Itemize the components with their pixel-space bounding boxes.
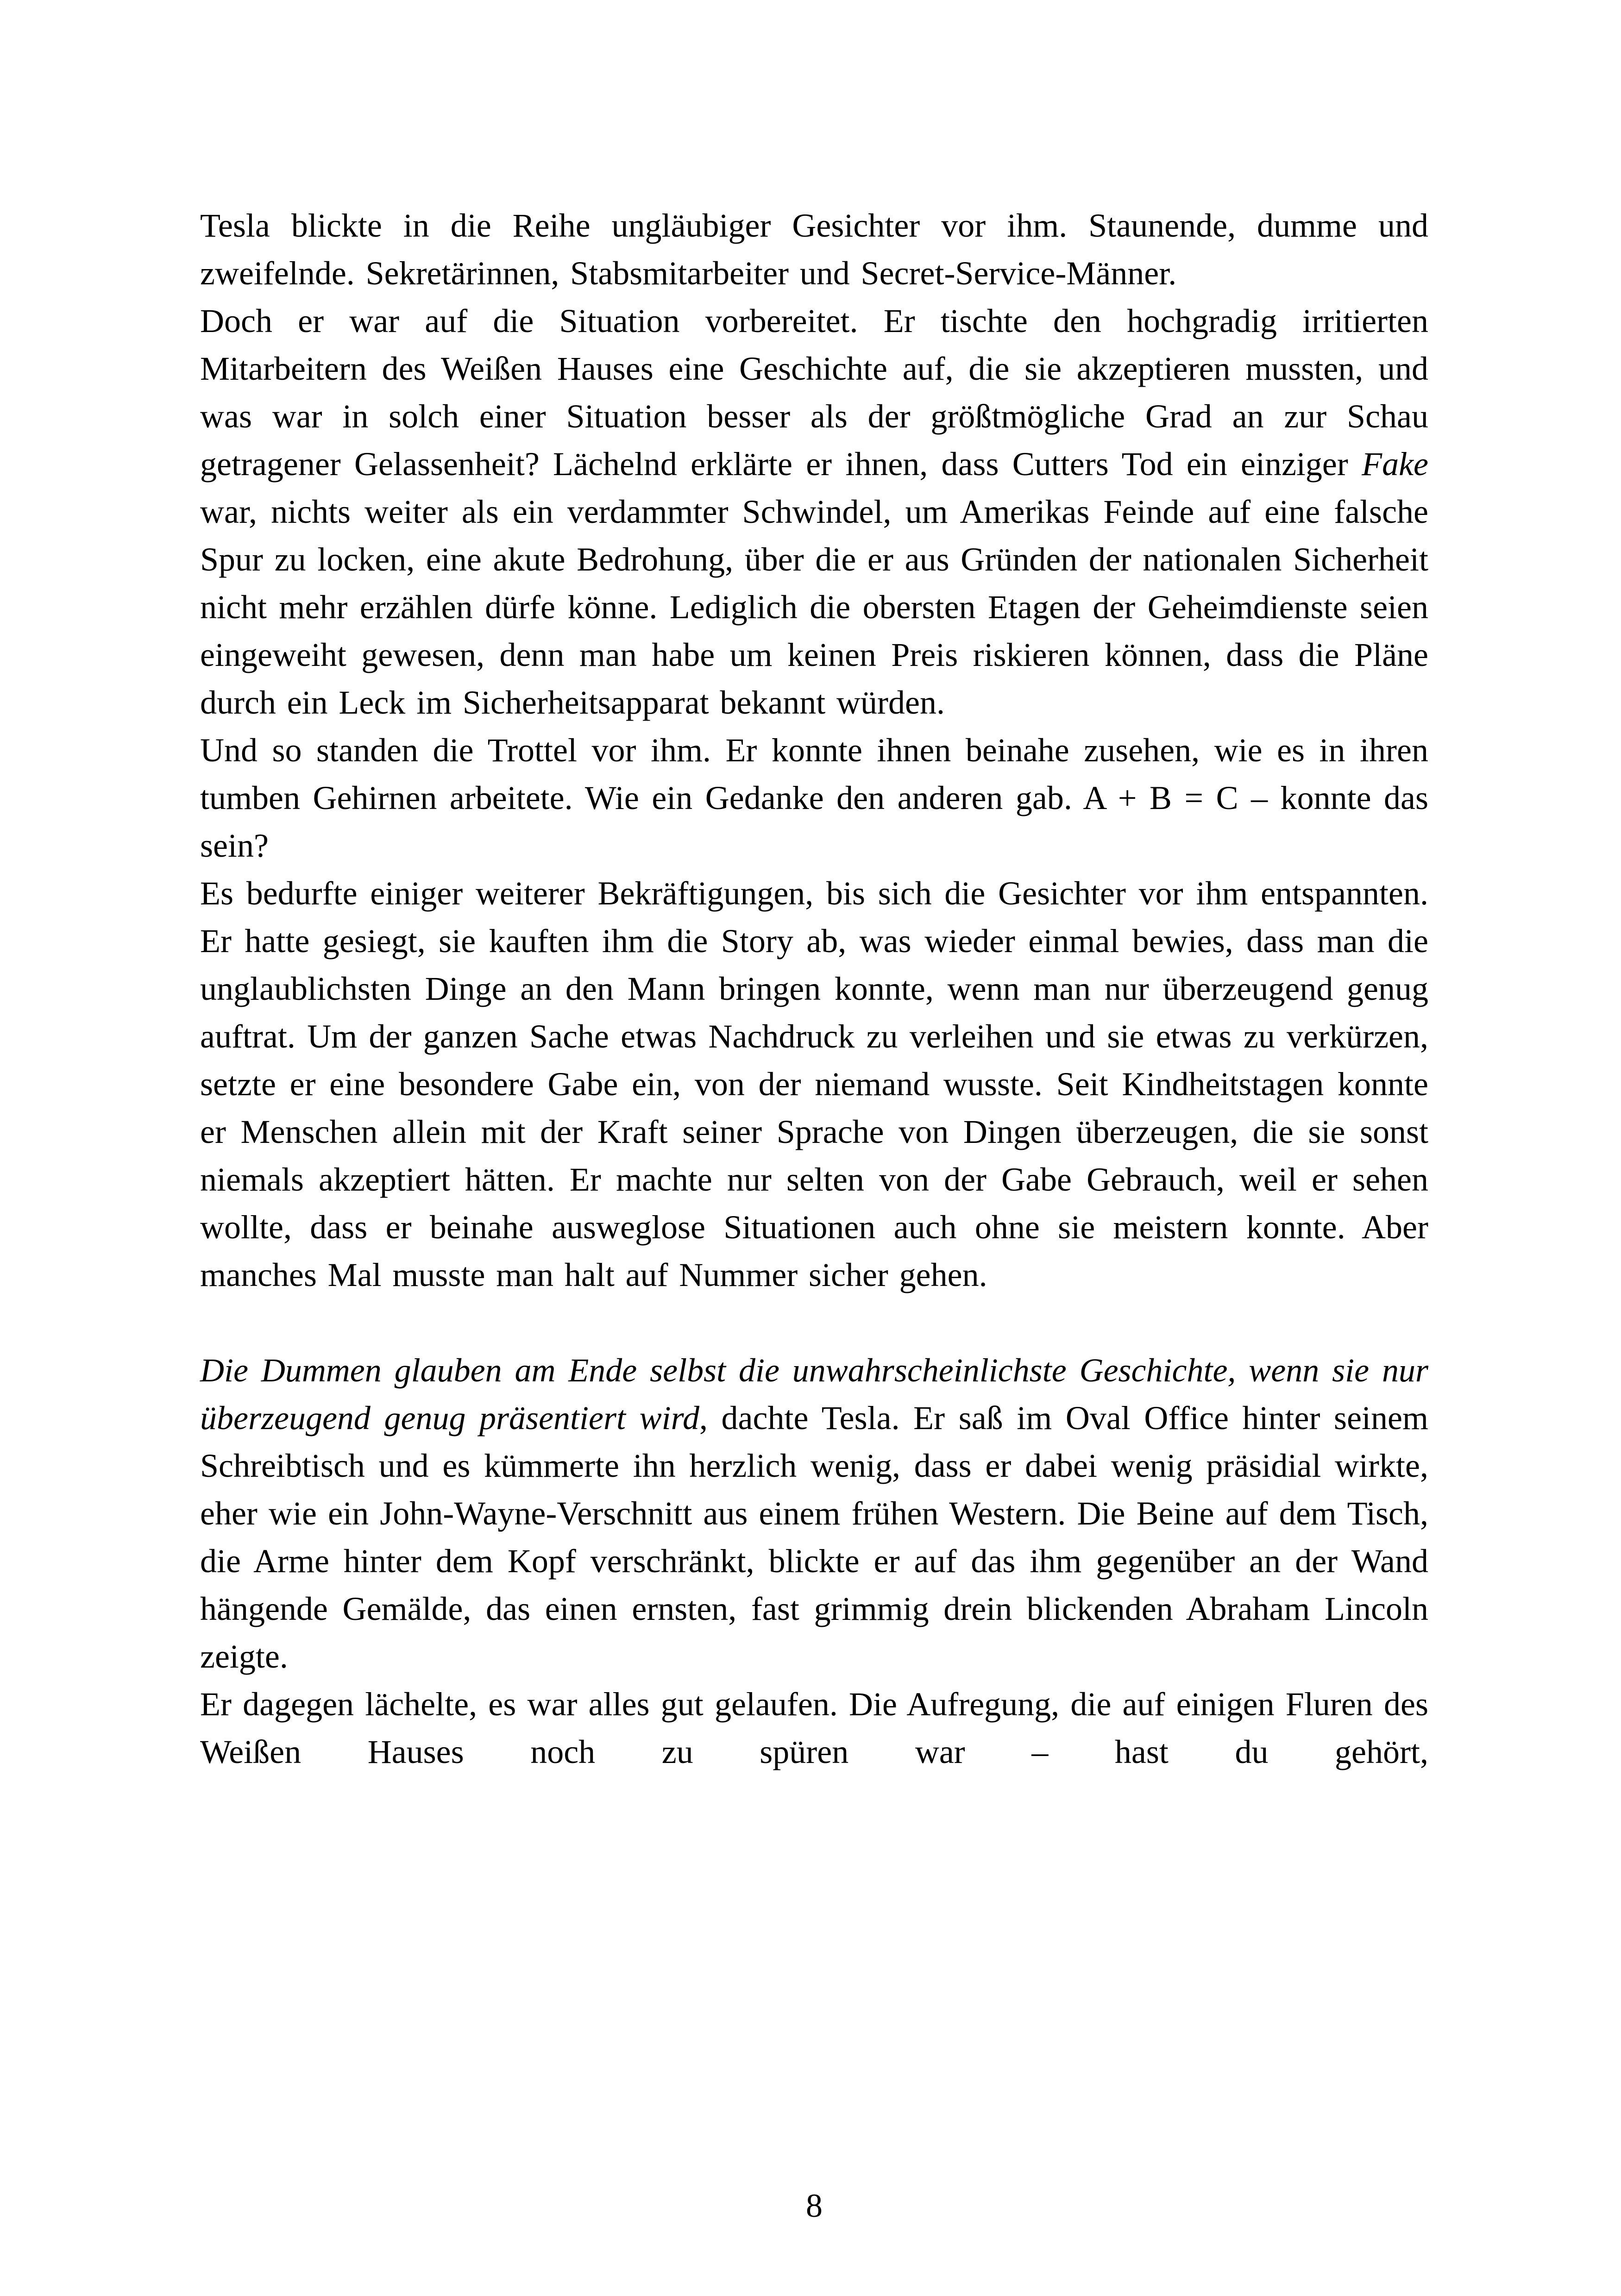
italic-text-run: Fake bbox=[1362, 445, 1428, 483]
text-run: Doch er war auf die Situation vorbereitet. Er tischte den hochgradig irritierten Mitarbeitern des Weißen Hauses eine Geschichte auf, die sie akzeptieren mussten, und was war in solch einer Situation besser als der größtmögliche Grad an zur Schau getragener Gelassenheit? Lächelnd erklärte er ihnen, dass Cutters Tod ein einziger bbox=[200, 302, 1428, 483]
text-run: Es bedurfte einiger weiterer Bekräftigungen, bis sich die Gesichter vor ihm entspannten. Er hatte gesiegt, sie kauften ihm die Story ab, was wieder einmal bewies, dass man die unglaublichsten Dinge an den Mann bringen konnte, wenn man nur überzeugend genug auftrat. Um der ganzen Sache etwas Nachdruck zu verleihen und sie etwas zu verkürzen, setzte er eine besondere Gabe ein, von der niemand wusste. Seit Kindheitstagen konnte er Menschen allein mit der Kraft seiner Sprache von Dingen überzeugen, die sie sonst niemals akzeptiert hätten. Er machte nur selten von der Gabe Gebrauch, weil er sehen wollte, dass er beinahe ausweglose Situationen auch ohne sie meistern konnte. Aber manches Mal musste man halt auf Nummer sicher gehen. bbox=[200, 875, 1428, 1293]
paragraph bbox=[200, 297, 1428, 727]
paragraph bbox=[200, 202, 1428, 297]
text-block bbox=[200, 202, 1428, 1776]
text-run: , dachte Tesla. Er saß im Oval Office hinter seinem Schreibtisch und es kümmerte ihn herzlich wenig, dass er dabei wenig präsidial wirkte, eher wie ein John-Wayne-Verschnitt aus einem frühen Western. Die Beine auf dem Tisch, die Arme hinter dem Kopf verschränkt, blickte er auf das ihm gegenüber an der Wand hängende Gemälde, das einen ernsten, fast grimmig drein blickenden Abraham Lincoln zeigte. bbox=[200, 1399, 1428, 1675]
text-run: Tesla blickte in die Reihe ungläubiger Gesichter vor ihm. Staunende, dumme und zweifelnde. Sekretärinnen, Stabsmitarbeiter und Secret-Service-Männer. bbox=[200, 207, 1428, 292]
paragraph bbox=[200, 1681, 1428, 1776]
paragraph bbox=[200, 727, 1428, 870]
page-number: 8 bbox=[806, 2187, 823, 2224]
text-run: Er dagegen lächelte, es war alles gut gelaufen. Die Aufregung, die auf einigen Fluren des Weißen Hauses noch zu spüren war – hast du gehört, bbox=[200, 1686, 1428, 1770]
text-run: Und so standen die Trottel vor ihm. Er konnte ihnen beinahe zusehen, wie es in ihren tumben Gehirnen arbeitete. Wie ein Gedanke den anderen gab. A + B = C – konnte das sein? bbox=[200, 732, 1428, 864]
paragraph bbox=[200, 1347, 1428, 1681]
text-run: war, nichts weiter als ein verdammter Schwindel, um Amerikas Feinde auf eine falsche Spur zu locken, eine akute Bedrohung, über die er aus Gründen der nationalen Sicherheit nicht mehr erzählen dürfe könne. Lediglich die obersten Etagen der Geheimdienste seien eingeweiht gewesen, denn man habe um keinen Preis riskieren können, dass die Pläne durch ein Leck im Sicherheitsapparat bekannt würden. bbox=[200, 493, 1428, 721]
italic-text-run: Die Dummen glauben am Ende selbst die unwahrscheinlichste Geschichte, wenn sie nur überzeugend genug präsentiert wird bbox=[200, 1352, 1428, 1437]
paragraph bbox=[200, 870, 1428, 1299]
